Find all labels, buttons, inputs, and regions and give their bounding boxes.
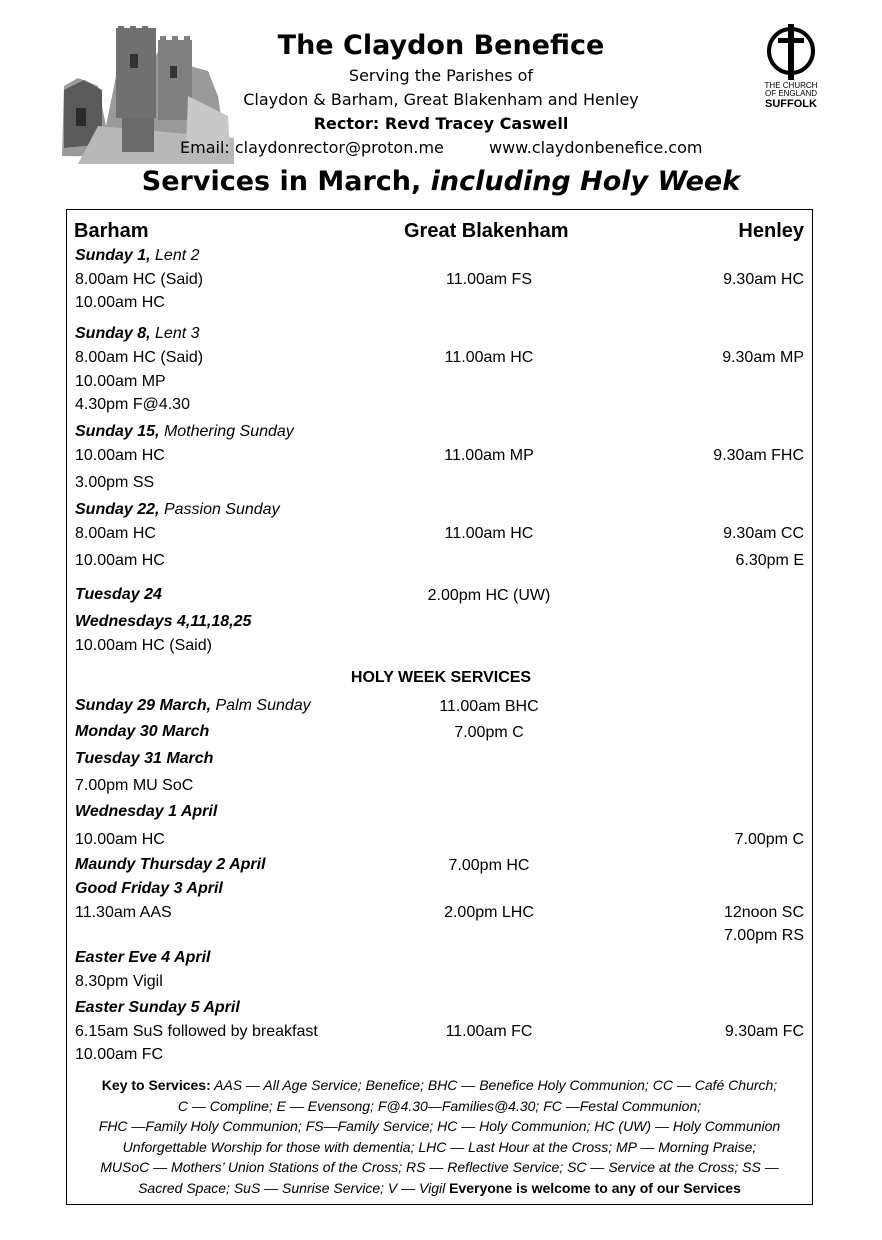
- heading-suffix: including Holy Week: [430, 166, 741, 197]
- service-barham: 8.30pm Vigil: [75, 973, 163, 990]
- logo-text-suffolk: SUFFOLK: [765, 98, 817, 110]
- service-henley: 9.30am CC: [723, 525, 804, 542]
- logo-text-line2: OF ENGLAND: [764, 89, 817, 98]
- day-tuesday-24: Tuesday 24: [75, 586, 162, 603]
- day-monday-30: Monday 30 March: [75, 723, 210, 740]
- day-sunday-22: Sunday 22, Passion Sunday: [75, 501, 280, 518]
- holy-week-heading: HOLY WEEK SERVICES: [350, 669, 532, 686]
- column-header-barham: Barham: [74, 220, 149, 242]
- service-great-blakenham: 11.00am HC: [444, 525, 534, 542]
- day-palm-sunday: Sunday 29 March, Palm Sunday: [75, 697, 311, 714]
- service-great-blakenham: 7.00pm HC: [448, 857, 530, 874]
- day-easter-sunday: Easter Sunday 5 April: [75, 999, 240, 1016]
- service-barham: 7.00pm MU SoC: [75, 777, 194, 794]
- service-henley: 9.30am FHC: [713, 447, 804, 464]
- service-great-blakenham: 11.00am MP: [444, 447, 534, 464]
- service-henley: 6.30pm E: [735, 552, 804, 569]
- day-good-friday: Good Friday 3 April: [75, 880, 223, 897]
- service-barham: 10.00am FC: [75, 1046, 164, 1063]
- day-tuesday-31: Tuesday 31 March: [75, 750, 214, 767]
- service-barham: 11.30am AAS: [75, 904, 172, 921]
- service-barham: 8.00am HC: [75, 525, 156, 542]
- day-maundy-thursday: Maundy Thursday 2 April: [75, 856, 266, 873]
- service-barham: 10.00am HC: [75, 294, 165, 311]
- service-great-blakenham: 2.00pm HC (UW): [427, 587, 551, 604]
- service-barham: 8.00am HC (Said): [75, 271, 204, 288]
- church-of-england-logo: [758, 24, 824, 120]
- column-header-henley: Henley: [738, 220, 804, 242]
- welcome-text: Everyone is welcome to any of our Services: [449, 1179, 741, 1196]
- key-label: Key to Services:: [101, 1077, 211, 1093]
- key-line: Unforgettable Worship for those with dementia; LHC — Last Hour at the Cross; MP — Morning Praise;: [122, 1138, 757, 1155]
- service-henley: 9.30am FC: [724, 1023, 804, 1040]
- column-header-great-blakenham: Great Blakenham: [404, 220, 569, 242]
- key-line: MUSoC — Mothers’ Union Stations of the Cross; RS — Reflective Service; SC — Service at the Cross; SS —: [100, 1159, 779, 1175]
- service-great-blakenham: 7.00pm C: [454, 724, 524, 741]
- logo-text-line1: THE CHURCH: [764, 81, 818, 90]
- day-sunday-15: Sunday 15, Mothering Sunday: [75, 423, 294, 440]
- day-wednesday-1: Wednesday 1 April: [75, 803, 218, 820]
- cross-icon: [758, 24, 824, 80]
- service-henley: 9.30am MP: [722, 349, 804, 366]
- service-barham: 10.00am MP: [75, 373, 166, 390]
- service-barham: 4.30pm F@4.30: [75, 396, 190, 413]
- service-barham: 10.00am HC: [75, 552, 165, 569]
- service-great-blakenham: 11.00am FC: [445, 1023, 533, 1040]
- service-barham: 10.00am HC (Said): [75, 637, 212, 654]
- website-url: www.claydonbenefice.com: [489, 138, 703, 157]
- service-henley: 12noon SC: [723, 904, 804, 921]
- service-henley: 7.00pm RS: [723, 927, 804, 944]
- heading-prefix: Services in March,: [141, 166, 422, 197]
- service-great-blakenham: 11.00am HC: [444, 349, 534, 366]
- serving-text: Serving the Parishes of: [348, 66, 534, 85]
- key-line: FHC —Family Holy Communion; FS—Family Service; HC — Holy Communion; HC (UW) — Holy Communion: [98, 1118, 781, 1134]
- email-address: Email: claydonrector@proton.me: [180, 138, 444, 157]
- service-henley: 9.30am HC: [723, 271, 804, 288]
- key-line: Sacred Space; SuS — Sunrise Service; V — Vigil Everyone is welcome to any of our Services: [138, 1179, 741, 1196]
- day-easter-eve: Easter Eve 4 April: [75, 949, 211, 966]
- key-line: C — Compline; E — Evensong; F@4.30—Families@4.30; FC —Festal Communion;: [177, 1097, 702, 1114]
- service-barham: 6.15am SuS followed by breakfast: [75, 1023, 318, 1040]
- key-line: Key to Services: AAS — All Age Service; Benefice; BHC — Benefice Holy Communion; CC — Café Church;: [101, 1077, 778, 1093]
- day-wednesdays: Wednesdays 4,11,18,25: [75, 613, 252, 630]
- service-great-blakenham: 11.00am BHC: [439, 698, 539, 715]
- service-barham: 10.00am HC: [75, 447, 165, 464]
- service-barham: 3.00pm SS: [75, 474, 155, 491]
- key-to-services: [66, 1075, 813, 1198]
- service-great-blakenham: 11.00am FS: [446, 271, 532, 288]
- service-henley: 7.00pm C: [734, 831, 804, 848]
- main-heading: [0, 166, 882, 197]
- day-sunday-8: Sunday 8, Lent 3: [75, 325, 200, 342]
- service-great-blakenham: 2.00pm LHC: [444, 904, 534, 921]
- service-barham: 10.00am HC: [75, 831, 165, 848]
- parishes-text: Claydon & Barham, Great Blakenham and Henley: [243, 90, 639, 109]
- rector-name: Rector: Revd Tracey Caswell: [313, 114, 569, 133]
- day-sunday-1: Sunday 1, Lent 2: [75, 247, 200, 264]
- benefice-title: The Claydon Benefice: [277, 30, 605, 61]
- service-barham: 8.00am HC (Said): [75, 349, 204, 366]
